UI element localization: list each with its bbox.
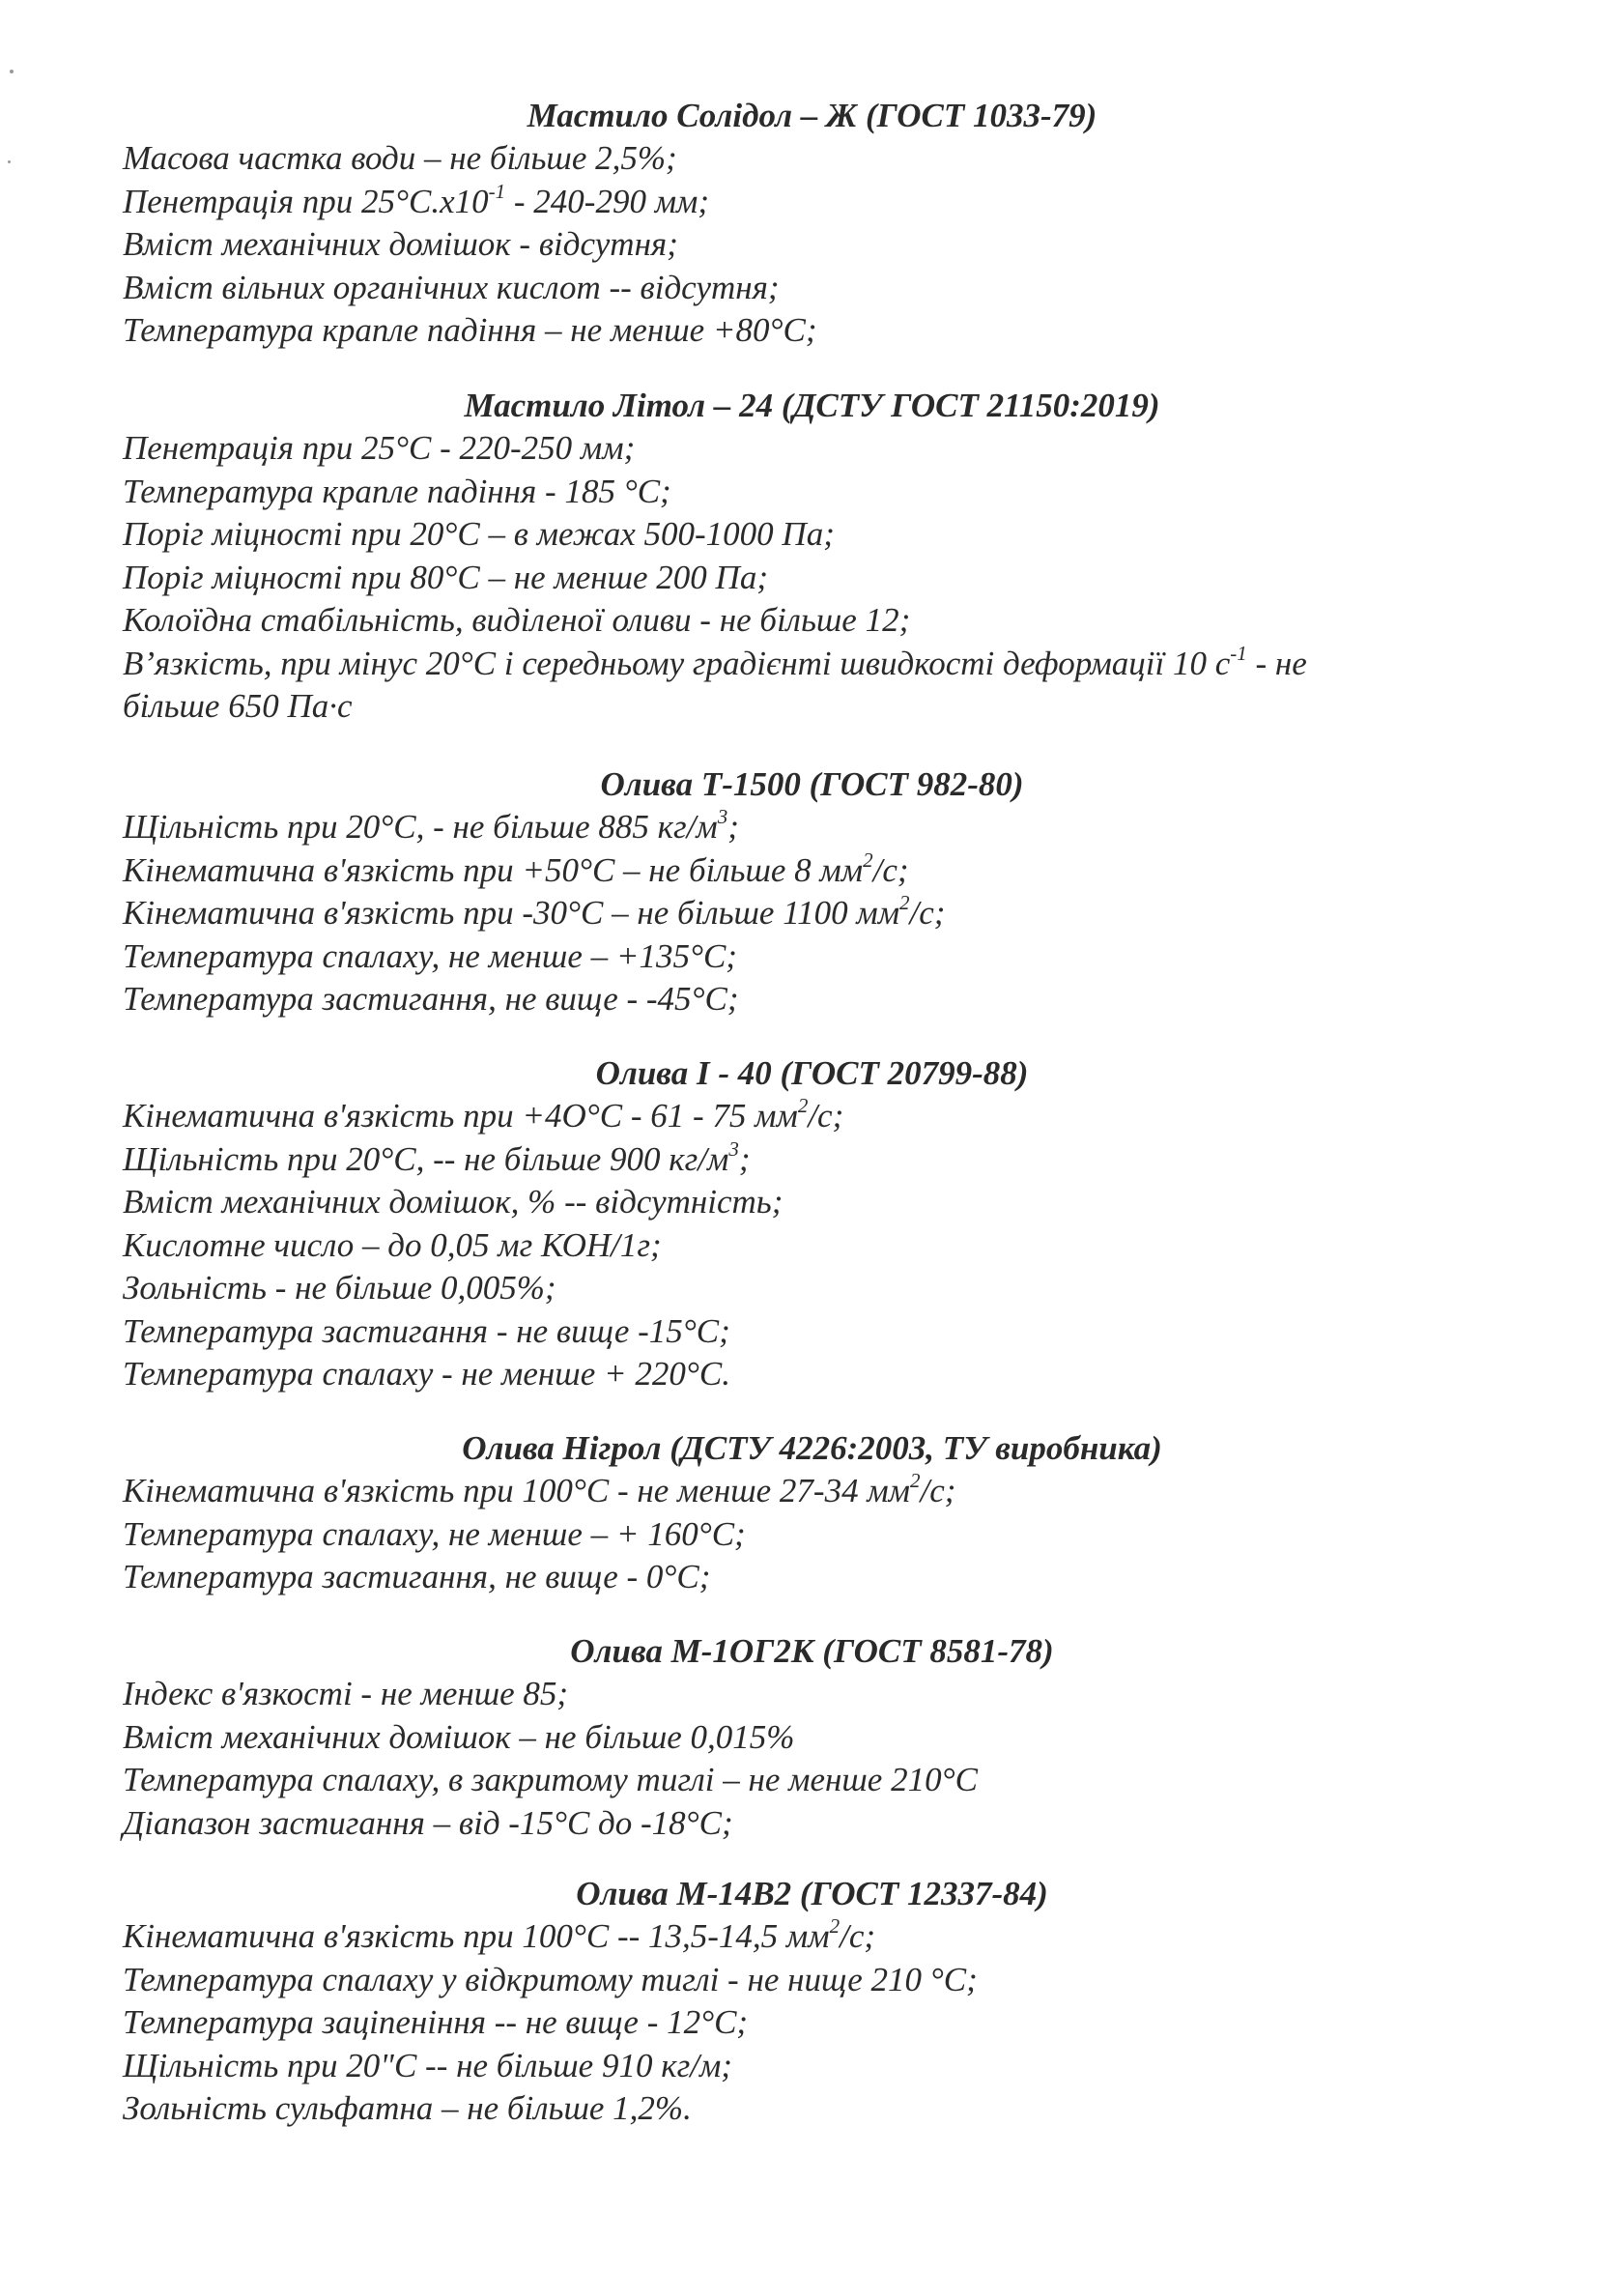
section-litol: [0, 385, 1624, 729]
spec-line: Кінематична в'язкість при -30°С – не більше 1100 $мм^2/с$;: [123, 891, 946, 932]
spec-line: Температура спалаху - не менше + 220°С.: [123, 1355, 730, 1393]
superscript-exponent: -1: [1230, 641, 1247, 665]
section-nigrol: [0, 1427, 1624, 1599]
superscript-exponent: 2: [863, 848, 873, 872]
spec-line: Поріг міцності при 80°С – не менше 200 Па;: [123, 558, 768, 596]
spec-line: Температура краплe падіння - 185 °С;: [123, 472, 671, 510]
superscript-exponent: 3: [717, 805, 728, 829]
spec-line: Щільність при 20"С -- не більше 910 кг/м;: [123, 2046, 732, 2084]
scan-speck: [10, 70, 14, 73]
spec-line: Вміст механічних домішок – не більше 0,015%: [123, 1717, 795, 1756]
spec-line: Кінематична в'язкість при +4О°С - 61 - 75 $мм^2/с$;: [123, 1094, 844, 1135]
spec-line: Температура краплe падіння – не менше +80°С;: [123, 311, 817, 349]
section-t1500: [0, 763, 1624, 1021]
spec-line: Колоїдна стабільність, виділеної оливи - не більше 12;: [123, 601, 911, 639]
spec-line: Діапазон застигання – від -15°С до -18°С;: [123, 1803, 733, 1842]
spec-line: Вміст механічних домішок, % -- відсутність;: [123, 1183, 784, 1221]
spec-line: більше 650 Па·с: [123, 687, 353, 725]
section-m14v2: [0, 1873, 1624, 2131]
spec-line: Щільність при 20°С, - не більше 885 $кг/м^3$;: [123, 805, 739, 846]
spec-line: Кислотне число – до 0,05 мг КОН/1г;: [123, 1225, 662, 1264]
spec-line: Зольність сульфатна – не більше 1,2%.: [123, 2089, 692, 2127]
superscript-exponent: -1: [488, 179, 506, 203]
section-i40: [0, 1052, 1624, 1396]
spec-line: Поріг міцності при 20°С – в межах 500-1000 Па;: [123, 515, 835, 553]
spec-line: Щільність при 20°С, -- не більше 900 $кг/м^3$;: [123, 1136, 751, 1178]
section-heading: Олива І - 40 (ГОСТ 20799-88): [595, 1054, 1029, 1092]
spec-line: Температура застигання, не вище - 0°С;: [123, 1558, 711, 1595]
section-heading: Мастило Літол – 24 (ДСТУ ГОСТ 21150:2019): [464, 387, 1160, 424]
spec-line: Кінематична в'язкість при 100°С - не менше 27-34 $мм^2/с$;: [123, 1469, 956, 1509]
section-heading: Олива Т-1500 (ГОСТ 982-80): [600, 765, 1024, 803]
superscript-exponent: 3: [728, 1136, 739, 1161]
section-solidol: [0, 95, 1624, 353]
superscript-exponent: 2: [797, 1094, 809, 1118]
section-m10g2k: [0, 1630, 1624, 1845]
spec-line: Кінематична в'язкість при +50°С – не більше 8 $мм^2/с$;: [123, 848, 909, 889]
spec-line: Індекс в'язкості - не менше 85;: [123, 1675, 569, 1712]
spec-line: Пенетрація при $25^\circ С.х10^{-1} - 240-290$ мм;: [123, 179, 710, 220]
spec-line: Пенетрація при 25°С - 220-250 мм;: [123, 429, 636, 467]
spec-line: Температура спалаху, в закритому тиглі – не менше 210°С: [123, 1761, 978, 1798]
section-heading: Олива М-1ОГ2К (ГОСТ 8581-78): [570, 1632, 1054, 1670]
spec-line: Температура застигання - не вище -15°С;: [123, 1311, 730, 1350]
spec-line: Кінематична в'язкість при 100°С -- 13,5-14,5 $мм^2/с$;: [123, 1914, 876, 1955]
spec-line: Вміст вільних органічних кислот -- відсутня;: [123, 268, 780, 306]
spec-line: Вміст механічних домішок - відсутня;: [123, 225, 678, 263]
spec-line: Масова частка води – не більше 2,5%;: [123, 139, 677, 177]
superscript-exponent: 2: [829, 1914, 840, 1939]
section-heading: Мастило Солідол – Ж (ГОСТ 1033-79): [527, 97, 1097, 134]
section-heading: Олива Нігрол (ДСТУ 4226:2003, ТУ виробника): [462, 1429, 1162, 1467]
spec-line: Температура спалаху, не менше – + 160°С;: [123, 1514, 746, 1553]
superscript-exponent: 2: [910, 1469, 921, 1493]
spec-line: Зольність - не більше 0,005%;: [123, 1269, 556, 1307]
spec-line: Температура спалаху у відкритому тиглі - не нище 210 °С;: [123, 1960, 978, 1998]
superscript-exponent: 2: [899, 891, 910, 915]
spec-line: Температура застигання, не вище - -45°С;: [123, 980, 739, 1018]
spec-line: Температура заціпеніння -- не вище - 12°С;: [123, 2003, 749, 2041]
spec-line: В’язкість, при мінус 20°С і середньому градієнті швидкості деформації 10 $с^{-1}$ - не: [123, 641, 1307, 682]
spec-line: Температура спалаху, не менше – +135°С;: [123, 936, 737, 975]
section-heading: Олива М-14В2 (ГОСТ 12337-84): [576, 1875, 1048, 1912]
